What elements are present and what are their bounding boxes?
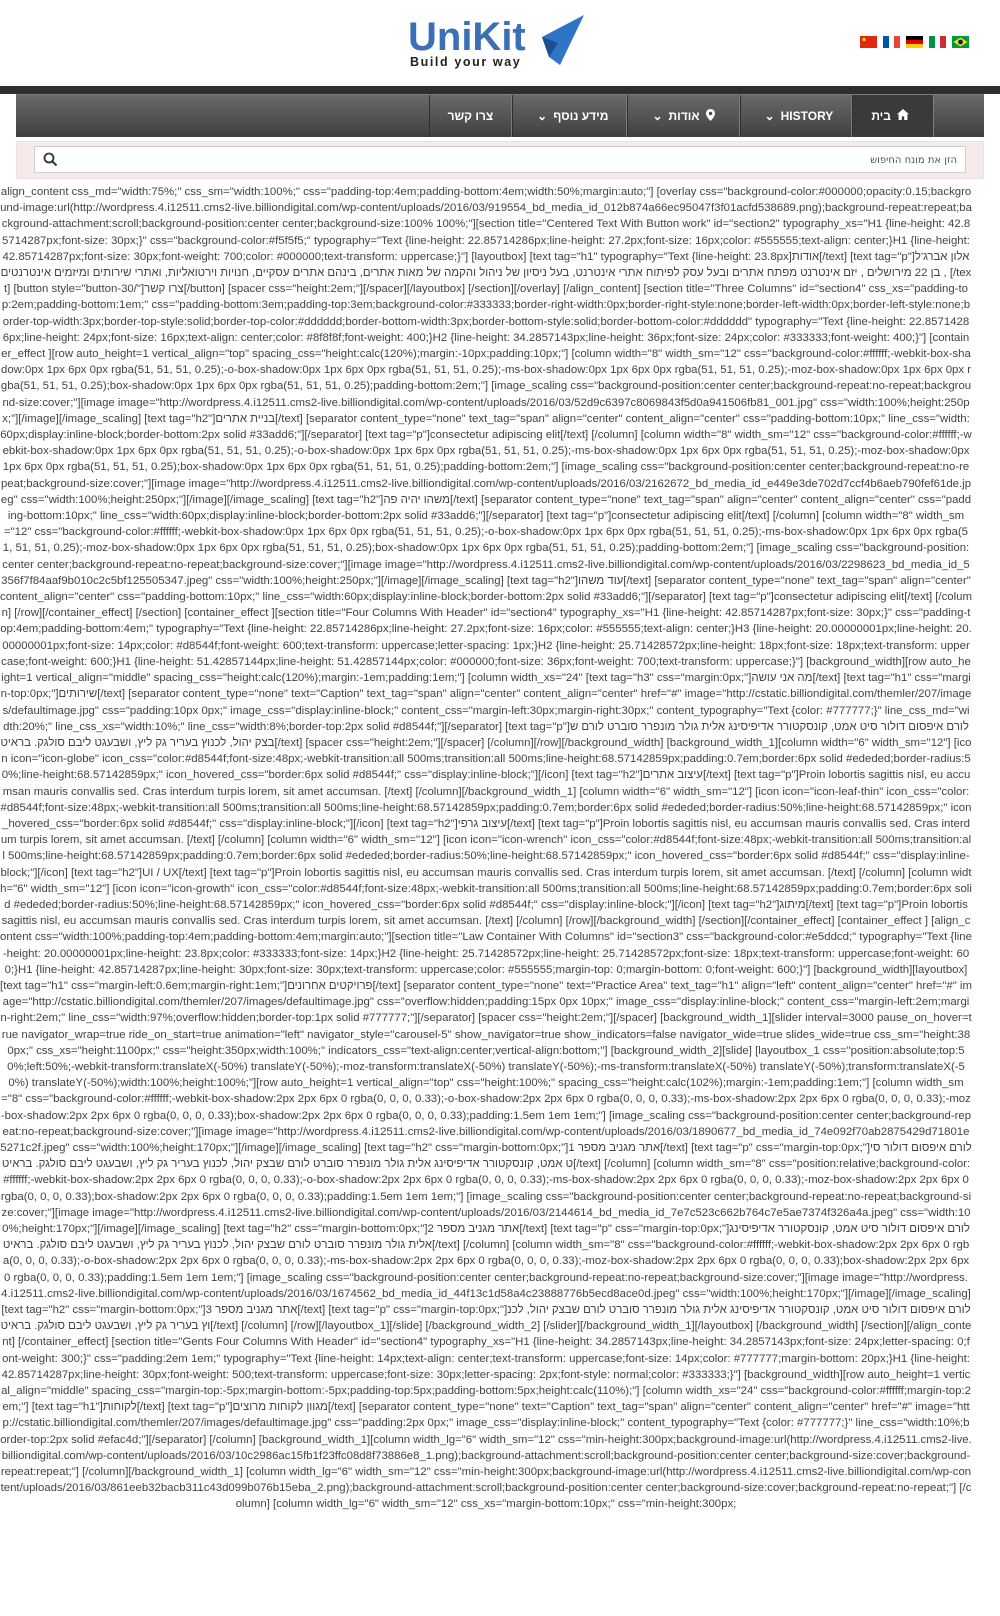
main-navigation xyxy=(16,94,984,137)
logo-tagline: Build your way xyxy=(410,55,522,69)
nav-menu xyxy=(429,95,934,137)
nav-item-history[interactable] xyxy=(740,95,853,137)
header-divider xyxy=(0,86,1000,94)
nav-item-label: HISTORY xyxy=(780,109,834,123)
nav-item-contact[interactable] xyxy=(429,95,513,137)
france-flag-icon[interactable] xyxy=(883,36,900,48)
nav-item-about[interactable] xyxy=(627,95,739,137)
chevron-down-icon: ⌄ xyxy=(764,109,775,123)
germany-flag-icon[interactable] xyxy=(906,36,923,48)
search-icon[interactable] xyxy=(43,152,58,167)
chevron-down-icon: ⌄ xyxy=(652,109,663,123)
logo-brand-text: UniKit xyxy=(408,15,526,59)
nav-item-label: צרו קשר xyxy=(447,109,494,123)
nav-item-label: בית xyxy=(871,109,891,123)
page-content-shortcode-text: align_content css_md="width:75%;" css_sm="width:100%;" css="padding-top:4em;padding-bottom:4em;width:50%;margin:auto;"] [overlay css="background-color:#000000;opacity:0.15;background-image:url(http://wordpress.4.i12511.cms2-live.billiondigital.com/wp-content/uploads/2016/03/919554_bd_media_id_012b874a66ec95047f3f01acfd538689.png);background-repeat:repeat;background-attachment:scroll;background-position:center center;background-size:100% 100%;"][section title="Centered Text With Button work" id="section2" typography_xs="H1 {line-height: 42.85714287px;font-size: 30px;}" css="background-color:#f5f5f5;" typography="Text {line-height: 22.85714286px;line-height: 27.2px;font-size: 16px;color: #555555;text-align: center;}H1 {line-height: 42.85714287px;font-size: 30px;font-weight: 700;color: #000000;text-transform: uppercase;}"] [layoutbox] [text tag="h1" typography="Text {line-height: 23.8px]אודות[/text] [text tag="p"]אלון אברג'ל , בן 22 מירושלים , יזם אינטרנט מפתח אתרים ובעל עסק לפיתוח אתרי אינטרנט, בעל ניסיון של ניהול והקמה של מאות אתרים, בינהם אתרים עסקיים, חנויות וירטואליות, ואתרי שירותים ומיזמים אינטרנטים [/text] [button style="button-30/"]צרו קשר[/button] [spacer css="height:2em;"][/spacer][/layoutbox] [/section][/overlay] [/align_content] [section title="Three Columns" id="section4" css_xs="padding-top:2em;padding-bottom:1em;" css="padding-bottom:3em;padding-top:3em;background-color:#333333;border-right-width:0px;border-right-style:none;border-left-width:0px;border-left-style:none;border-top-width:3px;border-top-style:solid;border-top-color:#dddddd;border-bottom-width:3px;border-bottom-style:solid;border-bottom-color:#dddddd" typography="Text {line-height: 22.85714286px;line-height: 24px;font-size: 16px;text-align: center;color: #8f8f8f;font-weight: 400;}H2 {line-height: 34.2857143px;line-height: 36px;font-size: 24px;color: #333333;font-weight: 400;}"] [container_effect ][row auto_height=1 vertical_align="top" spacing_css="height:calc(120%);margin:-10px;padding:10px;"] [column width="8" width_sm="12" css="background-color:#ffffff;-webkit-box-shadow:0px 1px 6px 0px rgba(51, 51, 51, 0.25);-o-box-shadow:0px 1px 6px 0px rgba(51, 51, 51, 0.25);-ms-box-shadow:0px 1px 6px 0px rgba(51, 51, 51, 0.25);-moz-box-shadow:0px 1px 6px 0px rgba(51, 51, 51, 0.25);box-shadow:0px 1px 6px 0px rgba(51, 51, 51, 0.25);padding-bottom:2em;"] [image_scaling css="background-position:center center;background-repeat:no-repeat;background-size:cover;"][image image="http://wordpress.4.i12511.cms2-live.billiondigital.com/wp-content/uploads/2016/03/52d9c6397c8069843f5d0a941506fb81_001.jpg" css="width:100%;height:250px;"][/image][/image_scaling] [text tag="h2"]בניית אתרים[/text] [separator content_type="none" text_tag="span" align="center" content_align="center" css="padding-bottom:10px;" line_css="width:60px;display:inline-block;border-bottom:2px solid #33add6;"][/separator] [text tag="p"]consectetur adipiscing elit[/text] [/column] [column width="8" width_sm="12" css="background-color:#ffffff;-webkit-box-shadow:0px 1px 6px 0px rgba(51, 51, 51, 0.25);-o-box-shadow:0px 1px 6px 0px rgba(51, 51, 51, 0.25);-ms-box-shadow:0px 1px 6px 0px rgba(51, 51, 51, 0.25);-moz-box-shadow:0px 1px 6px 0px rgba(51, 51, 51, 0.25);box-shadow:0px 1px 6px 0px rgba(51, 51, 51, 0.25);padding-bottom:2em;"] [image_scaling css="background-position:center center;background-repeat:no-repeat;background-size:cover;"][image image="http://wordpress.4.i12511.cms2-live.billiondigital.com/wp-content/uploads/2016/03/2162672_bd_media_id_e449e3de702d7ccf4b6aeb790fef61de.jpeg" css="width:100%;height:250px;"][/image][/image_scaling] [text tag="h2"]משהו יהיה פה[/text] [separator content_type="none" text_tag="span" align="center" content_align="center" css="padding-bottom:10px;" line_css="width:60px;display:inline-block;border-bottom:2px solid #33add6;"][/separator] [text tag="p"]consectetur adipiscing elit[/text] [/column] [column width="8" width_sm="12" css="background-color:#ffffff;-webkit-box-shadow:0px 1px 6px 0px rgba(51, 51, 51, 0.25);-o-box-shadow:0px 1px 6px 0px rgba(51, 51, 51, 0.25);-ms-box-shadow:0px 1px 6px 0px rgba(51, 51, 51, 0.25);-moz-box-shadow:0px 1px 6px 0px rgba(51, 51, 51, 0.25);box-shadow:0px 1px 6px 0px rgba(51, 51, 51, 0.25);padding-bottom:2em;"] [image_scaling css="background-position:center center;background-repeat:no-repeat;background-size:cover;"][image image="http://wordpress.4.i12511.cms2-live.billiondigital.com/wp-content/uploads/2016/03/2298623_bd_media_id_5356f7f84aaf9b010c2c5bf125505347.jpeg" css="width:100%;height:250px;"][/image][/image_scaling] [text tag="h2"]עוד משהו[/text] [separator content_type="none" text_tag="span" align="center" content_align="center" css="padding-bottom:10px;" line_css="width:60px;display:inline-block;border-bottom:2px solid #33add6;"][/separator] [text tag="p"]consectetur adipiscing elit[/text] [/column] [/row][/container_effect] [/section] [container_effect ][section title="Four Columns With Header" id="section4" typography_xs="H1 {line-height: 42.85714287px;font-size: 30px;}" css="padding-top:4em;padding-bottom:4em;" typography="Text {line-height: 22.85714286px;line-height: 27.2px;font-size: 16px;color: #555555;text-align: center;}H3 {line-height: 20.00000001px;line-height: 20.00000001px;font-size: 14px;color: #d8544f;font-weight: 600;text-transform: uppercase;letter-spacing: 1px;}H2 {line-height: 25.71428572px;line-height: 18px;font-size: 18px;text-transform: uppercase;font-weight: 600;}H1 {line-height: 51.42857144px;line-height: 51.42857144px;color: #000000;font-size: 36px;font-weight: 700;text-transform: uppercase;}"] [background_width][row auto_height=1 vertical_align="middle" spacing_css="height:calc(120%);margin:-1em;padding:1em;"] [column width_xs="24" [text tag="h3" css="margin:0px;"]מה אני עושה[/text] [text tag="h1" css="margin-top:0px;"]שירותים[/text] [separator content_type="none" text="Caption" text_tag="span" align="center" content_align="center" href="#" image="http://cstatic.billiondigital.com/themler/207/images/defaultimage.jpg" css="padding:10px 0px;" image_css="display:inline-block;" content_css="margin-left:30px;margin-right:30px;" content_typography="Text {color: #777777;}" line_css_md="width:20%;" line_css_xs="width:10%;" line_css="width:8%;border-top:2px solid #d8544f;"][/separator] [text tag="p"]לורם איפסום דולור סיט אמט, קונסקטורר אדיפיסינג אלית גולר מונפרר סוברט לורם שבצק יהול, לכנוץ בעריר גק ליץ, ושבעגט ליבם סולגק. בראיט[/text] [spacer css="height:2em;"][/spacer] [/column][/row][/background_width] [background_width_1][column width="6" width_sm="12"] [icon icon="icon-globe" icon_css="color:#d8544f;font-size:48px;-webkit-transition:all 500ms;transition:all 500ms;line-height:68.57142859px;padding:0.7em;border:6px solid #ededed;border-radius:50%;line-height:68.57142859px;" icon_hovered_css="border:6px solid #d8544f;" css="display:inline-block;"][/icon] [text tag="h2"]עיצוב אתרים[/text] [text tag="p"]Proin lobortis sagittis nisl, eu accumsan mauris convallis sed. Cras interdum turpis lorem, sit amet accumsan. [/text] [/column][/background_width_1] [column width="6" width_sm="12"] [icon icon="icon-leaf-thin" icon_css="color:#d8544f;font-size:48px;-webkit-transition:all 500ms;transition:all 500ms;line-height:68.57142859px;padding:0.7em;border:6px solid #ededed;border-radius:50%;line-height:68.57142859px;" icon_hovered_css="border:6px solid #d8544f;" css="display:inline-block;"][/icon] [text tag="h2"]עיצוב גרפי[/text] [text tag="p"]Proin lobortis sagittis nisl, eu accumsan mauris convallis sed. Cras interdum turpis lorem, sit amet accumsan. [/text] [/column] [column width="6" width_sm="12"] [icon icon="icon-wrench" icon_css="color:#d8544f;font-size:48px;-webkit-transition:all 500ms;transition:all 500ms;line-height:68.57142859px;padding:0.7em;border:6px solid #ededed;border-radius:50%;line-height:68.57142859px;" icon_hovered_css="border:6px solid #d8544f;" css="display:inline-block;"][/icon] [text tag="h2"]UI / UX[/text] [text tag="p"]Proin lobortis sagittis nisl, eu accumsan mauris convallis sed. Cras interdum turpis lorem, sit amet accumsan. [/text] [/column] [column width="6" width_sm="12"] [icon icon="icon-growth" icon_css="color:#d8544f;font-size:48px;-webkit-transition:all 500ms;transition:all 500ms;line-height:68.57142859px;padding:0.7em;border:6px solid #ededed;border-radius:50%;line-height:68.57142859px;" icon_hovered_css="border:6px solid #d8544f;" css="display:inline-block;"][/icon] [text tag="h2"]מיתוג[/text] [text tag="p"]Proin lobortis sagittis nisl, eu accumsan mauris convallis sed. Cras interdum turpis lorem, sit amet accumsan. [/text] [/column] [/row][/background_width] [/section][/container_effect] [container_effect ] [align_content css="width:100%;padding-top:4em;padding-bottom:4em;margin:auto;"][section title="Law Container With Columns" id="section3" css="background-color:#e5ddcd;" typography="Text {line-height: 20.00000001px;line-height: 23.8px;color: #333333;font-size: 14px;}H2 {line-height: 25.71428572px;line-height: 25.71428572px;font-size: 18px;text-transform: uppercase;font-weight: 600;}H1 {line-height: 42.85714287px;line-height: 30px;font-size: 30px;text-transform: uppercase;color: #555555;margin-top: 0;margin-bottom: 0;font-weight: 600;}"] [background_width][layoutbox] [text tag="h1" css="margin-left:0.6em;margin-right:1em;"]פרויקטים אחרונים[/text] [separator content_type="none" text="Practice Area" text_tag="h1" align="left" content_align="center" href="#" image="http://cstatic.billiondigital.com/themler/207/images/defaultimage.jpg" css="overflow:hidden;padding:15px 0px 10px;" image_css="display:inline-block;" content_css="margin-left:2em;margin-right:2em;" line_css="width:97%;overflow:hidden;border-top:1px solid #777777;"][/separator] [spacer css="height:2em;"][/spacer] [background_width_1][slider interval=3000 pause_on_hover=true navigator_wrap=true ride_on_start=true animation="left" navigator_style="carousel-5" show_navigator=true show_indicators=false navigator_wide=true slides_wide=true css_sm="height:380px;" css_xs="height:1100px;" css="height:350px;width:100%;" indicators_css="text-align:center;vertical-align:bottom;"] [background_width_2][slide] [layoutbox_1 css="position:absolute;top:50%;left:50%;-webkit-transform:translateX(-50%) translateY(-50%);-moz-transform:translateX(-50%) translateY(-50%);-ms-transform:translateX(-50%) translateY(-50%);transform:translateX(-50%) translateY(-50%);width:100%;height:100%;"][row auto_height=1 vertical_align="top" css="height:100%;" spacing_css="height:calc(102%);margin:-1em;padding:1em;"] [column width_sm="8" css="background-color:#ffffff;-webkit-box-shadow:2px 2px 6px 0 rgba(0, 0, 0, 0.33);-o-box-shadow:2px 2px 6px 0 rgba(0, 0, 0, 0.33);-ms-box-shadow:2px 2px 6px 0 rgba(0, 0, 0, 0.33);-moz-box-shadow:2px 2px 6px 0 rgba(0, 0, 0, 0.33);box-shadow:2px 2px 6px 0 rgba(0, 0, 0, 0.33);padding:1.5em 1em 1em;"] [image_scaling css="background-position:center center;background-repeat:no-repeat;background-size:cover;"][image image="http://wordpress.4.i12511.cms2-live.billiondigital.com/wp-content/uploads/2016/03/1890677_bd_media_id_74e092f70ab2875429d71801e5271c2f.jpeg" css="width:100%;height:170px;"][/image][/image_scaling] [text tag="h2" css="margin-bottom:0px;"]אתר מגניב מספר 1[/text] [text tag="p" css="margin-top:0px;"]לורם איפסום דולור סיט אמט, קונסקטורר אדיפיסינג אלית גולר מונפרר סוברט לורם שבצק יהול, לכנוץ בעריר גק ליץ, ושבעגט ליבם סולגק. בראיט[/text] [/column] [column width_sm="8" css="position:relative;background-color:#ffffff;-webkit-box-shadow:2px 2px 6px 0 rgba(0, 0, 0, 0.33);-o-box-shadow:2px 2px 6px 0 rgba(0, 0, 0, 0.33);-ms-box-shadow:2px 2px 6px 0 rgba(0, 0, 0, 0.33);-moz-box-shadow:2px 2px 6px 0 rgba(0, 0, 0, 0.33);box-shadow:2px 2px 6px 0 rgba(0, 0, 0, 0.33);padding:1.5em 1em 1em;"] [image_scaling css="background-position:center center;background-repeat:no-repeat;background-size:cover;"][image image="http://wordpress.4.i12511.cms2-live.billiondigital.com/wp-content/uploads/2016/03/2144614_bd_media_id_7e7c523c662b764c7e5ae7374f326a4a.jpeg" css="width:100%;height:170px;"][/image][/image_scaling] [text tag="h2" css="margin-bottom:0px;"]אתר מגניב מספר 2[/text] [text tag="p" css="margin-top:0px;"]לורם איפסום דולור סיט אמט, קונסקטורר אדיפיסינג אלית גולר מונפרר סוברט לורם שבצק יהול, לכנוץ בעריר גק ליץ, ושבעגט ליבם סולגק. בראיט[/text] [/column] [column width_sm="8" css="background-color:#ffffff;-webkit-box-shadow:2px 2px 6px 0 rgba(0, 0, 0, 0.33);-o-box-shadow:2px 2px 6px 0 rgba(0, 0, 0, 0.33);-ms-box-shadow:2px 2px 6px 0 rgba(0, 0, 0, 0.33);-moz-box-shadow:2px 2px 6px 0 rgba(0, 0, 0, 0.33);box-shadow:2px 2px 6px 0 rgba(0, 0, 0, 0.33);padding:1.5em 1em 1em;"] [image_scaling css="background-position:center center;background-repeat:no-repeat;background-size:cover;"][image image="http://wordpress.4.i12511.cms2-live.billiondigital.com/wp-content/uploads/2016/03/1674562_bd_media_id_44f13c1d58a4c23888776b5ecd8ace0d.jpeg" css="width:100%;height:170px;"][/image][/image_scaling] [text tag="h2" css="margin-bottom:0px;"]אתר מגניב מספר 3[/text] [text tag="p" css="margin-top:0px;"]לורם איפסום דולור סיט אמט, קונסקטורר אדיפיסינג אלית גולר מונפרר סוברט לורם שבצק יהול, לכנוץ בעריר גק ליץ, ושבעגט ליבם סולגק. בראיט[/text] [/column] [/row][/layoutbox_1][/slide] [/background_width_2] [/slider][/background_width_1][/layoutbox] [/background_width] [/section][/align_content] [/container_effect] [section title="Gents Four Columns With Header" id="section4" typography_xs="H1 {line-height: 34.2857143px;line-height: 34.2857143px;font-size: 24px;letter-spacing: 0;font-weight: 300;}" css="padding:2em 1em;" typography="Text {line-height: 14px;text-align: center;text-transform: uppercase;font-size: 14px;color: #777777;margin-bottom: 20px;}H1 {line-height: 42.85714287px;line-height: 30px;font-weight: 500;text-transform: uppercase;font-size: 30px;letter-spacing: 2px;font-style: normal;color: #333333;}"] [background_width][row auto_height=1 vertical_align="middle" spacing_css="margin-top:-5px;margin-bottom:-5px;padding-top:5px;padding-bottom:5px;height:calc(110%);"] [column width_xs="24" css="background-color:#ffffff;margin-top:2em;"] [text tag="h1"]לקוחות[/text] [text tag="p"]מגוון לקוחות מרוצים[/text] [separator content_type="none" text="Caption" text_tag="span" align="center" content_align="center" href="#" image="http://cstatic.billiondigital.com/themler/207/images/defaultimage.jpg" css="padding:2px 0px;" image_css="display:inline-block;" content_typography="Text {color: #777777;}" line_css="width:10%;border-top:2px solid #efac4d;"][/separator] [/column] [background_width_1][column width_lg="6" width_sm="12" css="min-height:300px;background-image:url(http://wordpress.4.i12511.cms2-live.billiondigital.com/wp-content/uploads/2016/03/10c2986ac15fb1f23ffc08d8f73886e8_1.png);background-attachment:scroll;background-position:center center;background-size:cover;background-repeat:repeat;"] [/column][/background_width_1] [column width_lg="6" width_sm="12" css="min-height:300px;background-image:url(http://wordpress.4.i12511.cms2-live.billiondigital.com/wp-content/uploads/2016/03/861eeb32bacb311c43d099b076b15eba_2.png);background-attachment:scroll;background-position:center center;background-size:cover;background-repeat:no-repeat;"] [/column] [column width_lg="6" width_sm="12" css_xs="margin-bottom:10px;" css="min-height:300px; xyxy=(0,186,972,1511)
china-flag-icon[interactable] xyxy=(860,36,877,48)
nav-item-label: אודות xyxy=(668,109,700,123)
search-bar xyxy=(16,141,984,179)
italy-flag-icon[interactable] xyxy=(929,36,946,48)
search-box xyxy=(34,146,966,173)
nav-item-more-info[interactable] xyxy=(512,95,627,137)
language-switcher xyxy=(860,36,969,48)
home-icon xyxy=(897,109,909,123)
nav-item-home[interactable] xyxy=(852,95,934,137)
map-marker-icon xyxy=(706,109,715,124)
nav-item-label: מידע נוסף xyxy=(553,109,609,123)
chevron-down-icon: ⌄ xyxy=(537,109,548,123)
site-header xyxy=(0,0,1000,86)
brazil-flag-icon[interactable] xyxy=(952,36,969,48)
unikit-logo[interactable] xyxy=(408,13,594,71)
search-input[interactable] xyxy=(65,149,959,172)
